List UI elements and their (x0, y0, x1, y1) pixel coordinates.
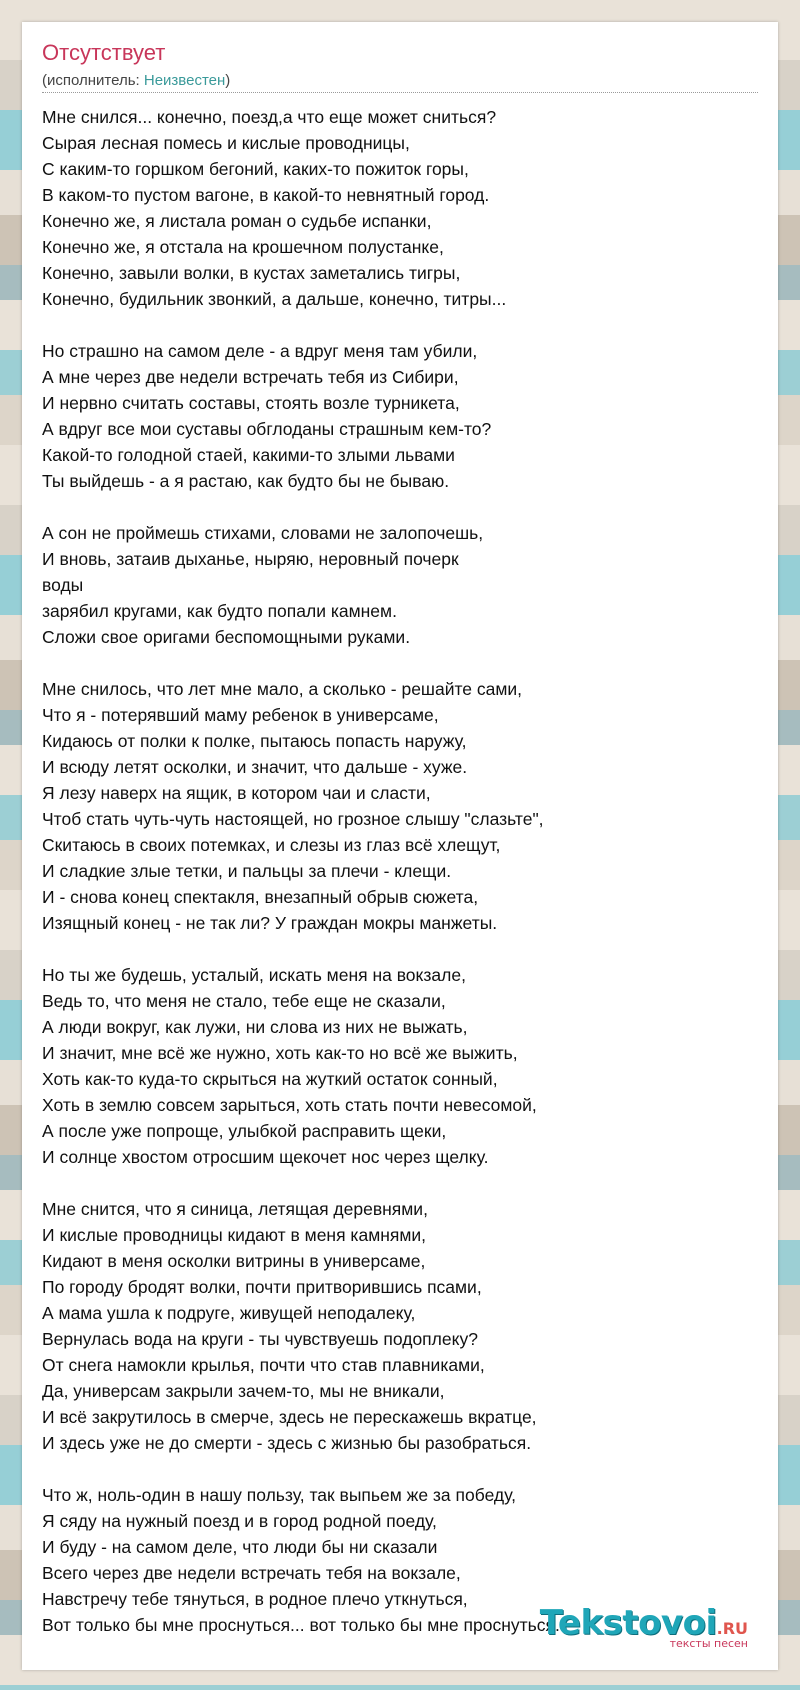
lyric-line: И кислые проводницы кидают в меня камнями, (42, 1225, 427, 1245)
lyric-line: Мне снится, что я синица, летящая деревнями, (42, 1199, 428, 1219)
lyric-line: Сырая лесная помесь и кислые проводницы, (42, 133, 410, 153)
lyric-line: Мне снилось, что лет мне мало, а сколько - решайте сами, (42, 679, 523, 699)
lyric-line: И вновь, затаив дыханье, ныряю, неровный почерк (42, 549, 459, 569)
artist-prefix: (исполнитель: (42, 72, 144, 89)
lyric-line: И здесь уже не до смерти - здесь с жизнью бы разобраться. (42, 1433, 532, 1453)
lyric-line: Я сяду на нужный поезд и в город родной поеду, (42, 1511, 437, 1531)
logo-tld: .RU (716, 1619, 748, 1638)
lyrics-card (22, 22, 778, 1670)
stanza-gap (42, 312, 758, 338)
lyric-line: И солнце хвостом отросшим щекочет нос через щелку. (42, 1147, 489, 1167)
artist-suffix: ) (225, 72, 231, 89)
stanza-gap (42, 1170, 758, 1196)
lyric-line: Чтоб стать чуть-чуть настоящей, но грозное слышу "слазьте", (42, 809, 544, 829)
lyric-line: Скитаюсь в своих потемках, и слезы из глаз всё хлещут, (42, 835, 501, 855)
stanza-gap (42, 936, 758, 962)
artist-link[interactable]: Неизвестен (143, 72, 226, 89)
lyric-line: Какой-то голодной стаей, какими-то злыми львами (42, 445, 455, 465)
stanza-gap (42, 1456, 758, 1482)
lyric-line: И нервно считать составы, стоять возле турникета, (42, 393, 460, 413)
lyric-line: И сладкие злые тетки, и пальцы за плечи - клещи. (42, 861, 452, 881)
stanza-gap (42, 650, 758, 676)
lyric-line: В каком-то пустом вагоне, в какой-то невнятный город. (42, 185, 490, 205)
lyric-line: Что ж, ноль-один в нашу пользу, так выпьем же за победу, (42, 1485, 516, 1505)
lyric-line: Конечно, завыли волки, в кустах заметались тигры, (42, 263, 461, 283)
lyric-line: Конечно же, я отстала на крошечном полустанке, (42, 237, 444, 257)
lyric-line: воды (42, 575, 84, 595)
lyric-line: Навстречу тебе тянуться, в родное плечо уткнуться, (42, 1589, 468, 1609)
lyric-line: Конечно, будильник звонкий, а дальше, конечно, титры... (42, 289, 507, 309)
lyric-line: Да, универсам закрыли зачем-то, мы не вникали, (42, 1381, 445, 1401)
lyric-line: Я лезу наверх на ящик, в котором чаи и сласти, (42, 783, 431, 803)
lyric-line: Сложи свое оригами беспомощными руками. (42, 627, 411, 647)
lyric-line: Что я - потерявший маму ребенок в универсаме, (42, 705, 439, 725)
lyric-line: зарябил кругами, как будто попали камнем. (42, 601, 397, 621)
lyric-line: А люди вокруг, как лужи, ни слова из них не выжать, (42, 1017, 468, 1037)
lyric-line: С каким-то горшком бегоний, каких-то пожиток горы, (42, 159, 469, 179)
lyric-line: И всё закрутилось в смерче, здесь не перескажешь вкратце, (42, 1407, 537, 1427)
lyric-line: Но ты же будешь, усталый, искать меня на вокзале, (42, 965, 466, 985)
lyric-line: И - снова конец спектакля, внезапный обрыв сюжета, (42, 887, 479, 907)
lyric-line: А после уже попроще, улыбкой расправить щеки, (42, 1121, 447, 1141)
artist-line (42, 72, 758, 93)
lyric-line: Мне снился... конечно, поезд,а что еще может сниться? (42, 107, 497, 127)
logo-name: Tekstovoi (539, 1603, 717, 1643)
lyric-line: Хоть в землю совсем зарыться, хоть стать почти невесомой, (42, 1095, 537, 1115)
lyric-line: Кидают в меня осколки витрины в универсаме, (42, 1251, 426, 1271)
lyric-line: Но страшно на самом деле - а вдруг меня там убили, (42, 341, 478, 361)
lyric-line: И всюду летят осколки, и значит, что дальше - хуже. (42, 757, 468, 777)
site-logo[interactable] (540, 1603, 748, 1650)
lyric-line: А мне через две недели встречать тебя из Сибири, (42, 367, 459, 387)
lyric-line: От снега намокли крылья, почти что став плавниками, (42, 1355, 485, 1375)
lyric-line: Вот только бы мне проснуться... вот только бы мне проснуться. (42, 1615, 560, 1635)
lyric-line: Всего через две недели встречать тебя на вокзале, (42, 1563, 461, 1583)
lyric-line: Хоть как-то куда-то скрыться на жуткий остаток сонный, (42, 1069, 498, 1089)
lyric-line: А вдруг все мои суставы обглоданы страшным кем-то? (42, 419, 492, 439)
lyric-line: А мама ушла к подруге, живущей неподалеку, (42, 1303, 416, 1323)
lyric-line: А сон не проймешь стихами, словами не залопочешь, (42, 523, 484, 543)
lyric-line: Вернулась вода на круги - ты чувствуешь подоплеку? (42, 1329, 478, 1349)
lyric-line: Ведь то, что меня не стало, тебе еще не сказали, (42, 991, 446, 1011)
logo-tagline: тексты песен (669, 1637, 748, 1650)
lyric-line: Изящный конец - не так ли? У граждан мокры манжеты. (42, 913, 498, 933)
lyric-line: По городу бродят волки, почти притворившись псами, (42, 1277, 482, 1297)
stanza-gap (42, 494, 758, 520)
lyric-line: И буду - на самом деле, что люди бы ни сказали (42, 1537, 438, 1557)
lyric-line: Конечно же, я листала роман о судьбе испанки, (42, 211, 432, 231)
lyric-line: И значит, мне всё же нужно, хоть как-то но всё же выжить, (42, 1043, 518, 1063)
lyrics-body (42, 104, 758, 1638)
song-title: Отсутствует (42, 40, 166, 65)
lyric-line: Ты выйдешь - а я растаю, как будто бы не бываю. (42, 471, 450, 491)
lyric-line: Кидаюсь от полки к полке, пытаюсь попасть наружу, (42, 731, 467, 751)
